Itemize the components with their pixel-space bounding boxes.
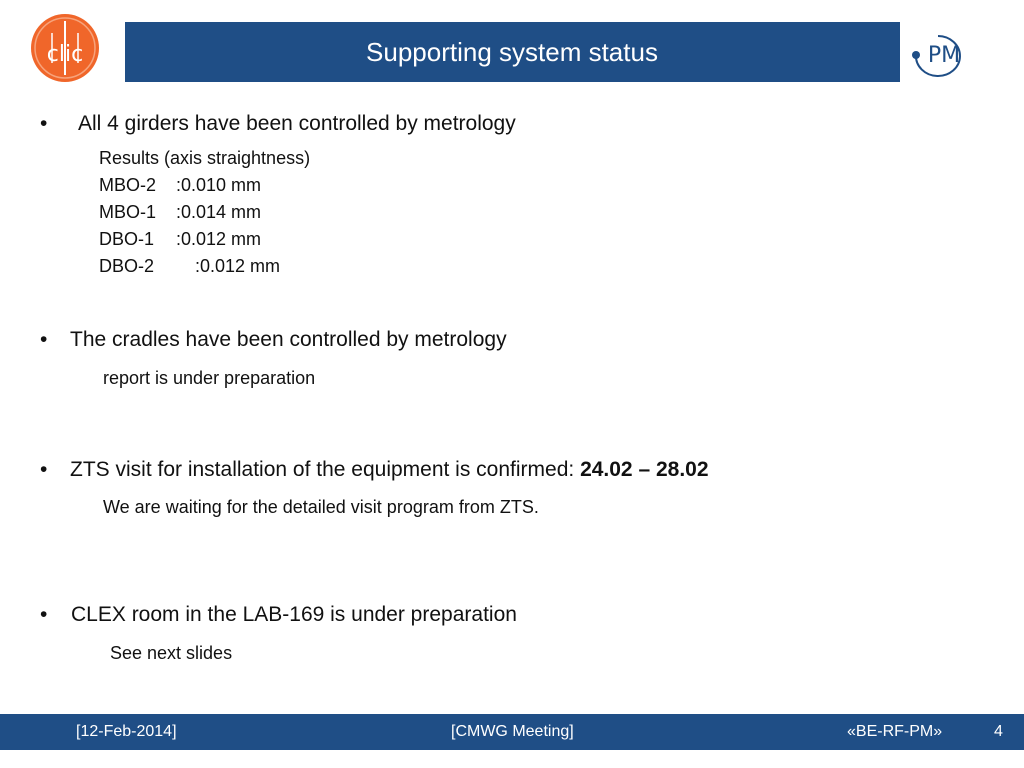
bullet-subtext: report is under preparation (103, 368, 316, 388)
bullet-text: The cradles have been controlled by metrology (70, 328, 507, 351)
result-value: :0.010 mm (176, 175, 262, 195)
result-value: :0.014 mm (176, 202, 262, 222)
bullet-text: CLEX room in the LAB-169 is under preparation (71, 603, 517, 626)
bullet-dot: • (40, 328, 48, 351)
footer-meeting: [CMWG Meeting] (451, 723, 574, 740)
footer-group: «BE-RF-PM» (847, 723, 943, 740)
result-value: :0.012 mm (176, 229, 262, 249)
footer-date: [12-Feb-2014] (76, 723, 177, 740)
svg-text:clic: clic (46, 42, 84, 67)
result-code: DBO-1 (99, 229, 155, 249)
bullet-text-regular: ZTS visit for installation of the equipment is confirmed: (70, 458, 581, 481)
bullet-subtext: We are waiting for the detailed visit program from ZTS. (103, 497, 539, 517)
bullet-text: All 4 girders have been controlled by metrology (78, 112, 516, 135)
result-code: MBO-1 (99, 202, 157, 222)
result-value: :0.012 mm (195, 256, 281, 276)
results-label: Results (axis straightness) (99, 148, 311, 168)
bullet-subtext: See next slides (110, 643, 233, 663)
bullet-text (70, 458, 709, 482)
visit-dates: 24.02 – 28.02 (580, 458, 709, 481)
result-code: DBO-2 (99, 256, 155, 276)
page-title: Supporting system status (366, 37, 658, 67)
bullet-dot: • (40, 112, 48, 135)
footer-bar (0, 714, 1024, 750)
bullet-dot: • (40, 458, 48, 481)
result-code: MBO-2 (99, 175, 157, 195)
page-number: 4 (994, 723, 1003, 740)
svg-text:PM: PM (927, 43, 961, 68)
bullet-dot: • (40, 603, 48, 626)
